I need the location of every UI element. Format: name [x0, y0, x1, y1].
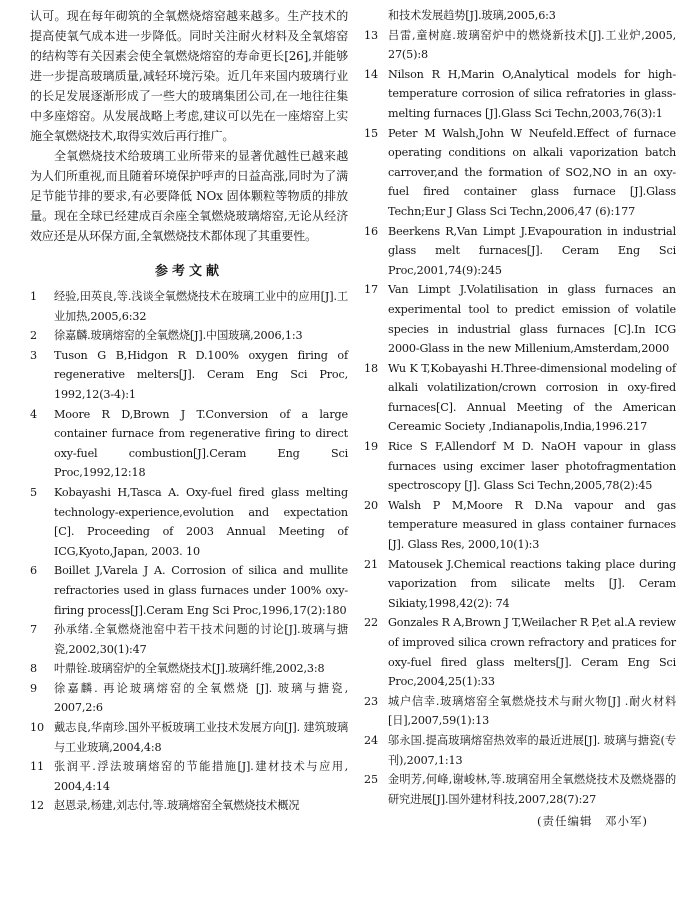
reference-number: 5 [30, 485, 37, 499]
reference-item [30, 796, 348, 816]
reference-text: Peter M Walsh,John W Neufeld.Effect of furnace operating conditions on alkali vaporization batch carrover,and the formation of SO2,NO in an oxy-fuel fired container glass furnace [J].Glass Techn;Eur J Glass Sci Techn,2006,47 (6):177 [388, 126, 676, 218]
reference-item [364, 222, 676, 281]
reference-number: 3 [30, 348, 37, 362]
reference-item [30, 287, 348, 326]
editor-note: (责任编辑 邓小军) [537, 814, 648, 829]
reference-item [30, 405, 348, 483]
reference-text: 城户信幸.玻璃熔窑全氧燃烧技术与耐火物[J] .耐火材料[日],2007,59(1):13 [388, 694, 676, 728]
reference-number: 23 [364, 694, 378, 708]
reference-text: 邬永国.提高玻璃熔窑热效率的最近进展[J]. 玻璃与搪瓷(专刊),2007,1:13 [388, 733, 676, 767]
reference-text: Rice S F,Allendorf M D. NaOH vapour in glass furnaces using excimer laser photofragmentation spectroscopy [J]. Glass Sci Techn,2005,78(2):45 [388, 440, 676, 493]
reference-text: Nilson R H,Marin O,Analytical models for high-temperature corrosion of silica refratories in glass-melting furnaces [J].Glass Sci Techn,2003,76(3):1 [388, 67, 676, 120]
reference-number: 20 [364, 498, 378, 512]
reference-number: 15 [364, 126, 378, 140]
reference-item [364, 613, 676, 691]
reference-item [30, 679, 348, 718]
reference-number: 11 [30, 760, 44, 774]
reference-text: 吕雷,童树庭.玻璃窑炉中的燃烧新技术[J].工业炉,2005, 27(5):8 [388, 28, 676, 62]
reference-text: Wu K T,Kobayashi H.Three-dimensional modeling of alkali volatilization/crown corrosion in oxy-fired furnaces[C]. Annual Meeting of the American Cereamic Society ,Indianapolis,India,1996.217 [388, 361, 676, 434]
reference-item [30, 483, 348, 561]
reference-number: 9 [30, 681, 37, 695]
reference-number: 10 [30, 721, 44, 735]
reference-number: 1 [30, 290, 37, 303]
reference-item [30, 757, 348, 796]
reference-number: 21 [364, 557, 378, 571]
reference-item [364, 124, 676, 222]
reference-number: 18 [364, 361, 378, 375]
reference-item [364, 770, 676, 809]
reference-number: 4 [30, 407, 37, 421]
reference-text: 徐嘉麟.玻璃熔窑的全氧燃烧[J].中国玻璃,2006,1:3 [54, 329, 303, 343]
reference-item [364, 496, 676, 555]
reference-text: 叶鼎铨.玻璃窑炉的全氧燃烧技术[J].玻璃纤维,2002,3:8 [54, 662, 325, 676]
reference-number: 14 [364, 67, 378, 81]
reference-item [364, 359, 676, 437]
reference-item [364, 437, 676, 496]
reference-number: 16 [364, 224, 378, 238]
reference-text: Van Limpt J.Volatilisation in glass furnaces an experimental tool to predict emission of volatile species in industrial glass furnaces [C].In ICG 2000-Glass in the new Millenium,Amsterdam,2000 [388, 283, 676, 356]
reference-text: Beerkens R,Van Limpt J.Evapouration in industrial glass melt furnaces[J]. Ceram Eng Sci Proc,2001,74(9):245 [388, 224, 676, 277]
right-column [364, 6, 676, 831]
reference-text: Gonzales R A,Brown J T,Weilacher R P,et al.A review of improved silica crown refractory and pratices for oxy-fuel fired glass melters[J]. Ceram Eng Sci Proc,2004,25(1):33 [388, 616, 676, 689]
reference-item [30, 326, 348, 346]
reference-text: 和技术发展趋势[J].玻璃,2005,6:3 [388, 9, 556, 22]
reference-number: 13 [364, 28, 378, 42]
reference-number: 17 [364, 283, 378, 297]
references-heading: 参考文献 [154, 264, 223, 279]
reference-number: 7 [30, 623, 37, 637]
reference-number: 19 [364, 440, 378, 454]
reference-text: 孙承绪.全氧燃烧池窑中若干技术问题的讨论[J].玻璃与搪瓷,2002,30(1):47 [54, 623, 348, 656]
reference-item [30, 346, 348, 405]
reference-item [30, 659, 348, 679]
reference-item [364, 692, 676, 731]
reference-item [364, 555, 676, 614]
body-paragraph-1: 认可。现在每年砌筑的全氧燃烧熔窑越来越多。生产技术的提高使氧气成本进一步降低。同时关注耐火材料及全氧熔窑的结构等有关因素会使全氧燃烧熔窑的寿命更长[26],并能够进一步提高玻璃质量,减轻环境污染。近几年来国内玻璃行业的长足发展逐渐形成了一些大的玻璃集团公司,在一地往往集中多座熔窑。从发展战略上考虑,建议可以先在一座熔窑上实施全氧燃烧技术,取得实效后再行推广。 [30, 9, 348, 143]
reference-text: 张润平.浮法玻璃熔窑的节能措施[J].建材技术与应用, 2004,4:14 [54, 760, 348, 793]
reference-item [364, 65, 676, 124]
body-paragraph-2: 全氧燃烧技术给玻璃工业所带来的显著优越性已越来越为人们所重视,而且随着环境保护呼声的日益高涨,同时为了满足节能节排的要求,有必要降低 NOx 固体颗粒等物质的排放量。现在全球已经建成百余座全氧燃烧玻璃熔窑,无论从经济效应还是从环保方面,全氧燃烧技术都体现了其重要性。 [30, 149, 348, 243]
reference-item [364, 731, 676, 770]
references-list-left [30, 287, 348, 816]
reference-text: 徐嘉麟. 再论玻璃熔窑的全氧燃烧 [J]. 玻璃与搪瓷, 2007,2:6 [54, 681, 348, 715]
reference-text: 戴志良,华南珍.国外平板玻璃工业技术发展方向[J]. 建筑玻璃与工业玻璃,2004,4:8 [54, 721, 348, 754]
reference-number: 8 [30, 662, 37, 676]
reference-number: 6 [30, 564, 37, 578]
references-list-right [364, 6, 676, 809]
reference-text: Matousek J.Chemical reactions taking place during vaporization from silicate melts [J]. Ceram Sikiaty,1998,42(2): 74 [388, 557, 676, 610]
reference-text: Boillet J,Varela J A. Corrosion of silica and mullite refractories used in glass furnaces under 100% oxy-firing process[J].Ceram Eng Sci Proc,1996,17(2):180 [54, 564, 348, 617]
reference-item [30, 561, 348, 620]
reference-number: 25 [364, 773, 378, 787]
reference-item [30, 718, 348, 757]
reference-item [30, 620, 348, 659]
reference-text: Moore R D,Brown J T.Conversion of a large container furnace from regenerative firing to direct oxy-fuel combustion[J].Ceram Eng Sci Proc,1992,12:18 [54, 407, 348, 480]
reference-item [364, 280, 676, 358]
reference-text: Walsh P M,Moore R D.Na vapour and gas temperature measured in glass container furnaces [J]. Glass Res, 2000,10(1):3 [388, 498, 676, 552]
reference-text: 经验,田英良,等.浅谈全氧燃烧技术在玻璃工业中的应用[J].工业加热,2005,6:32 [54, 290, 348, 323]
reference-text: 赵恩录,杨建,刘志付,等.玻璃熔窑全氧燃烧技术概况 [54, 799, 300, 813]
reference-number: 24 [364, 733, 378, 747]
reference-text: Tuson G B,Hidgon R D.100% oxygen firing of regenerative melters[J]. Ceram Eng Sci Proc, 1992,12(3-4):1 [54, 348, 348, 401]
reference-text: 金明芳,何峰,谢峻林,等.玻璃窑用全氧燃烧技术及燃烧器的研究进展[J].国外建材科技,2007,28(7):27 [388, 773, 676, 806]
left-column [30, 6, 348, 816]
reference-number: 2 [30, 329, 37, 343]
reference-item [364, 26, 676, 65]
reference-item [364, 6, 676, 26]
reference-number: 22 [364, 616, 378, 630]
reference-text: Kobayashi H,Tasca A. Oxy-fuel fired glass melting technology-experience,evolution and expectation [C]. Proceeding of 2003 Annual Meeting of ICG,Kyoto,Japan, 2003. 10 [54, 485, 348, 558]
reference-number: 12 [30, 799, 44, 813]
